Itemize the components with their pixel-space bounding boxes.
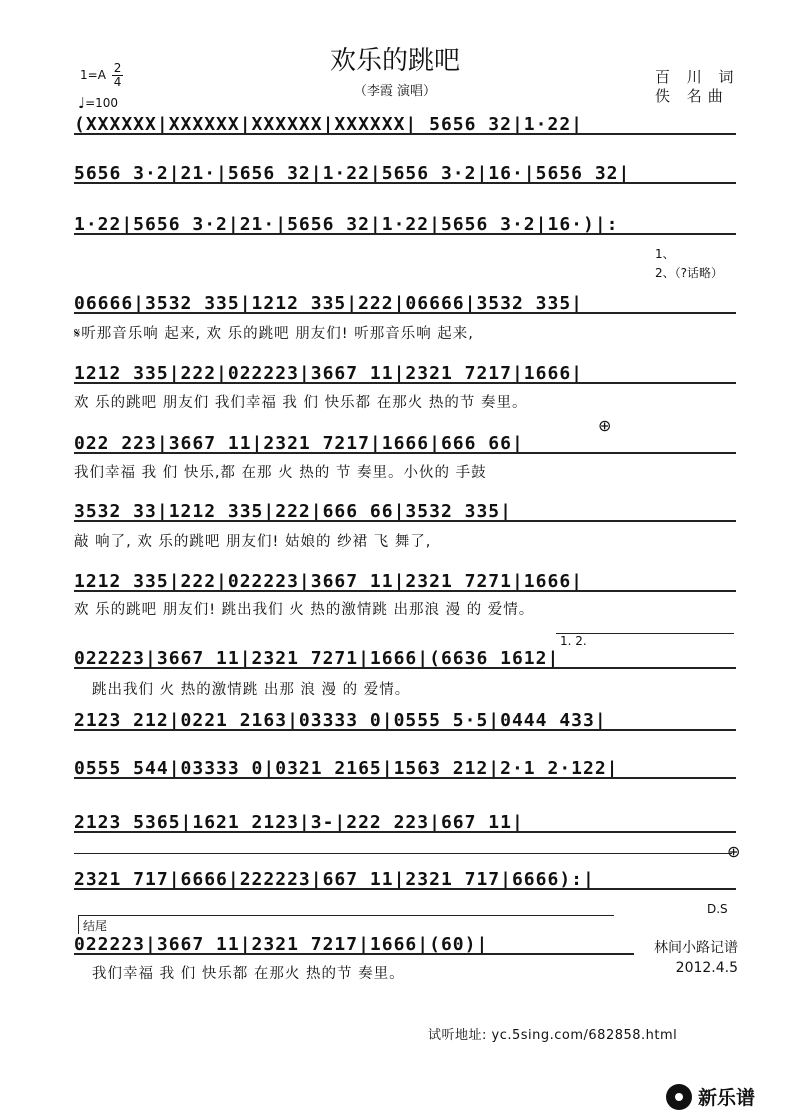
transcriber-name: 林间小路记谱 [654, 940, 738, 956]
lyric-line: 欢 乐的跳吧 朋友们 我们幸福 我 们 快乐都 在那火 热的节 奏里。 [74, 395, 528, 411]
transcriber-signature [648, 938, 738, 978]
volta-label: 1. 2. [560, 634, 587, 648]
song-title: 欢乐的跳吧 [329, 46, 460, 76]
record-disc-icon [666, 1084, 692, 1110]
lyric-line: 敲 响了, 欢 乐的跳吧 朋友们! 姑娘的 纱裙 飞 舞了, [74, 534, 432, 550]
notation-text: 1212 335|222|022223|3667 11|2321 7217|1666| [74, 363, 583, 384]
notation-row [74, 160, 736, 188]
lyric-line: 我们幸福 我 们 快乐,都 在那 火 热的 节 奏里。小伙的 手鼓 [74, 465, 487, 481]
performer-subtitle: （李霞 演唱） [353, 84, 437, 99]
quarter-note-icon: ♩ [78, 94, 86, 112]
ds-marking: D.S [707, 902, 728, 916]
coda-icon: ⊕ [598, 416, 612, 435]
notation-row [74, 755, 736, 783]
verse-marker: 2、（?话略） [655, 266, 724, 280]
notation-text: 2321 717|6666|222223|667 11|2321 717|6666):| [74, 869, 595, 890]
notation-text: 2123 212|0221 2163|03333 0|0555 5·5|0444 433| [74, 710, 607, 731]
notation-row [74, 211, 736, 239]
notation-text: (XXXXXX|XXXXXX|XXXXXX|XXXXXX| 5656 32|1·22| [74, 114, 583, 135]
notation-row [74, 498, 736, 526]
notation-text: 2123 5365|1621 2123|3-|222 223|667 11| [74, 812, 524, 833]
notation-text: 3532 33|1212 335|222|666 66|3532 335| [74, 501, 512, 522]
notation-row [74, 290, 736, 318]
logo-text: 新乐谱 [698, 1087, 756, 1109]
lyric-line: 我们幸福 我 们 快乐都 在那火 热的节 奏里。 [92, 966, 405, 982]
tempo-value: =100 [85, 96, 119, 110]
notation-text: 022223|3667 11|2321 7217|1666|(60)| [74, 934, 489, 955]
lyric-line: 跳出我们 火 热的激情跳 出那 浪 漫 的 爱情。 [92, 682, 411, 698]
notation-text: 0555 544|03333 0|0321 2165|1563 212|2·1 2·122| [74, 758, 619, 779]
ending-bracket [78, 915, 614, 916]
coda-icon: ⊕ [727, 842, 741, 861]
verse-marker: 1、 [655, 247, 675, 261]
lyric-line: 欢 乐的跳吧 朋友们! 跳出我们 火 热的激情跳 出那浪 漫 的 爱情。 [74, 602, 535, 618]
notation-row [74, 809, 736, 837]
notation-row [74, 645, 736, 673]
notation-row [74, 360, 736, 388]
notation-text: 5656 3·2|21·|5656 32|1·22|5656 3·2|16·|5656 32| [74, 163, 631, 184]
notation-row [74, 707, 736, 735]
site-logo [666, 1083, 755, 1110]
key-signature [80, 62, 123, 89]
time-signature-top: 2 [113, 61, 122, 75]
notation-row [74, 866, 736, 894]
notation-text: 1·22|5656 3·2|21·|5656 32|1·22|5656 3·2|16·)|: [74, 214, 619, 235]
key-label: 1=A [80, 68, 106, 82]
lyric-line: 𝄋听那音乐响 起来, 欢 乐的跳吧 朋友们! 听那音乐响 起来, [74, 326, 474, 342]
notation-text: 022223|3667 11|2321 7271|1666|(6636 1612| [74, 648, 560, 669]
listen-url[interactable]: 试听地址: yc.5sing.com/682858.html [428, 1028, 678, 1043]
lyricist: 百 川 词 [655, 68, 740, 86]
notation-row [74, 111, 736, 139]
notation-text: 1212 335|222|022223|3667 11|2321 7271|1666| [74, 571, 583, 592]
time-signature [112, 62, 124, 89]
notation-text: 022 223|3667 11|2321 7217|1666|666 66| [74, 433, 524, 454]
tempo-marking [78, 93, 118, 111]
notation-text: 06666|3532 335|1212 335|222|06666|3532 335| [74, 293, 583, 314]
composer: 佚 名曲 [655, 87, 729, 105]
notation-row [74, 430, 736, 458]
ending-label: 结尾 [78, 915, 107, 934]
coda-line [74, 853, 732, 854]
credits [655, 68, 740, 106]
transcription-date: 2012.4.5 [675, 960, 738, 976]
time-signature-bottom: 4 [113, 75, 122, 89]
notation-row [74, 931, 634, 959]
notation-row [74, 568, 736, 596]
